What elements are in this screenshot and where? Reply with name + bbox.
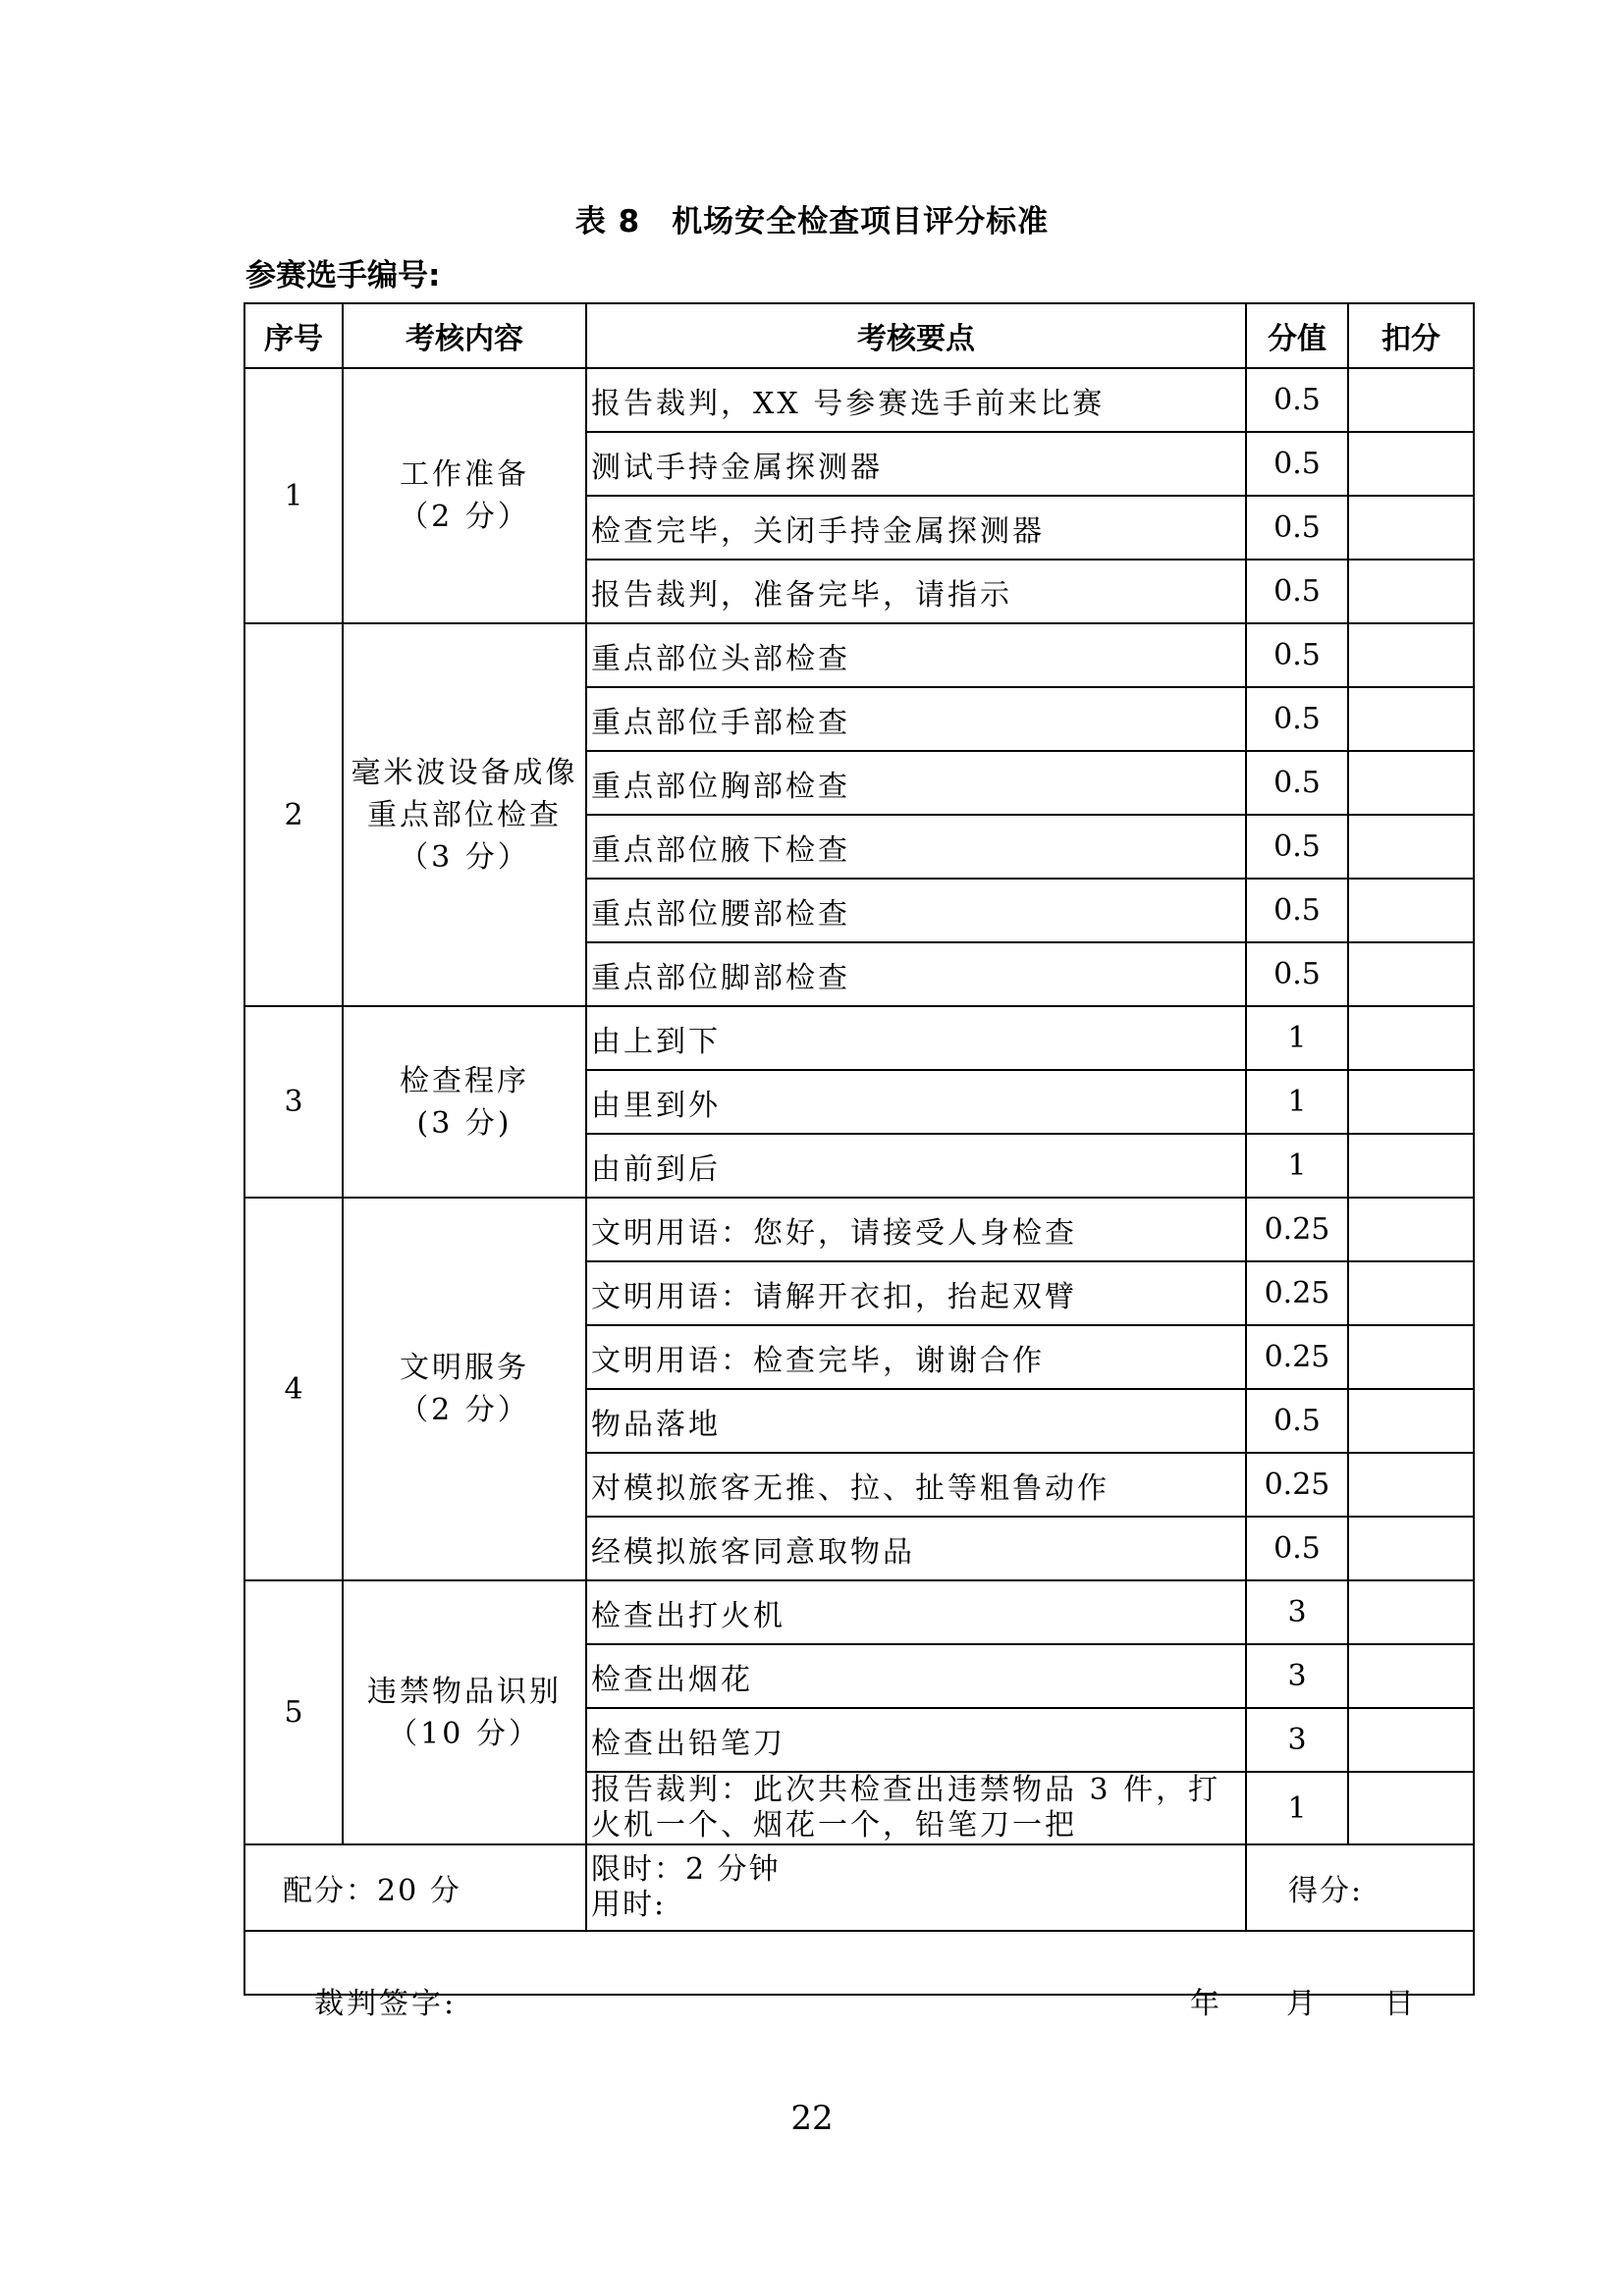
date-day: 日 <box>1384 1987 1414 2021</box>
item-text: 检查出烟花 <box>586 1644 1246 1708</box>
item-score: 3 <box>1246 1644 1348 1708</box>
deduction-cell[interactable] <box>1348 432 1474 496</box>
deduction-cell[interactable] <box>1348 1580 1474 1644</box>
table-number: 表 8 <box>574 204 641 240</box>
score-obtained[interactable]: 得分: <box>1246 1844 1474 1931</box>
item-score: 0.5 <box>1246 879 1348 942</box>
section-number: 4 <box>244 1198 343 1580</box>
table-row <box>244 1580 1474 1644</box>
deduction-cell[interactable] <box>1348 1198 1474 1261</box>
item-score: 0.5 <box>1246 623 1348 687</box>
item-score: 1 <box>1246 1134 1348 1198</box>
deduction-cell[interactable] <box>1348 1389 1474 1453</box>
section-content: 检查程序 (3 分) <box>343 1006 586 1198</box>
item-text: 重点部位脚部检查 <box>586 942 1246 1006</box>
item-score: 0.5 <box>1246 815 1348 879</box>
item-text: 由前到后 <box>586 1134 1246 1198</box>
item-score: 0.5 <box>1246 432 1348 496</box>
signature-row <box>244 1931 1474 1995</box>
item-score: 0.5 <box>1246 496 1348 560</box>
section-number: 2 <box>244 623 343 1006</box>
item-text: 测试手持金属探测器 <box>586 432 1246 496</box>
deduction-cell[interactable] <box>1348 496 1474 560</box>
contestant-number-label: 参赛选手编号: <box>245 258 441 294</box>
item-score: 1 <box>1246 1772 1348 1844</box>
table-title-text: 机场安全检查项目评分标准 <box>672 204 1050 240</box>
deduction-cell[interactable] <box>1348 1325 1474 1389</box>
summary-row <box>244 1844 1474 1931</box>
header-row <box>244 303 1474 368</box>
item-score: 0.25 <box>1246 1453 1348 1517</box>
deduction-cell[interactable] <box>1348 687 1474 751</box>
time-info <box>586 1844 1246 1931</box>
item-score: 0.5 <box>1246 560 1348 623</box>
deduction-cell[interactable] <box>1348 1006 1474 1070</box>
table-row <box>244 623 1474 687</box>
item-text: 检查出铅笔刀 <box>586 1708 1246 1772</box>
header-score: 分值 <box>1246 303 1348 368</box>
item-text: 重点部位手部检查 <box>586 687 1246 751</box>
deduction-cell[interactable] <box>1348 1134 1474 1198</box>
deduction-cell[interactable] <box>1348 1708 1474 1772</box>
deduction-cell[interactable] <box>1348 1070 1474 1134</box>
item-score: 3 <box>1246 1708 1348 1772</box>
item-score: 0.5 <box>1246 1389 1348 1453</box>
header-number: 序号 <box>244 303 343 368</box>
header-deduction: 扣分 <box>1348 303 1474 368</box>
item-text: 重点部位头部检查 <box>586 623 1246 687</box>
deduction-cell[interactable] <box>1348 1261 1474 1325</box>
item-text: 文明用语：请解开衣扣，抬起双臂 <box>586 1261 1246 1325</box>
item-text: 经模拟旅客同意取物品 <box>586 1517 1246 1580</box>
table-title <box>0 196 1624 240</box>
deduction-cell[interactable] <box>1348 623 1474 687</box>
time-limit: 限时：2 分钟 <box>591 1852 781 1887</box>
section-number: 1 <box>244 368 343 623</box>
section-content: 毫米波设备成像 重点部位检查 （3 分） <box>343 623 586 1006</box>
section-content: 工作准备 （2 分） <box>343 368 586 623</box>
item-score: 0.5 <box>1246 751 1348 815</box>
item-text: 报告裁判，XX 号参赛选手前来比赛 <box>586 368 1246 432</box>
section-content: 文明服务 （2 分） <box>343 1198 586 1580</box>
item-score: 3 <box>1246 1580 1348 1644</box>
date-month: 月 <box>1286 1987 1316 2021</box>
item-text: 重点部位腋下检查 <box>586 815 1246 879</box>
item-text: 对模拟旅客无推、拉、扯等粗鲁动作 <box>586 1453 1246 1517</box>
item-text: 重点部位胸部检查 <box>586 751 1246 815</box>
item-score: 0.5 <box>1246 368 1348 432</box>
table-row <box>244 1006 1474 1070</box>
total-points: 配分：20 分 <box>244 1844 586 1931</box>
section-content: 违禁物品识别 （10 分） <box>343 1580 586 1844</box>
item-score: 0.25 <box>1246 1261 1348 1325</box>
item-score: 0.5 <box>1246 1517 1348 1580</box>
scoring-table <box>244 302 1475 2021</box>
deduction-cell[interactable] <box>1348 1453 1474 1517</box>
item-text: 由里到外 <box>586 1070 1246 1134</box>
item-score: 1 <box>1246 1006 1348 1070</box>
signature-cell[interactable] <box>244 1931 1474 2021</box>
item-text: 由上到下 <box>586 1006 1246 1070</box>
time-used[interactable]: 用时: <box>591 1888 667 1922</box>
item-score: 1 <box>1246 1070 1348 1134</box>
header-content: 考核内容 <box>343 303 586 368</box>
item-score: 0.5 <box>1246 942 1348 1006</box>
header-points: 考核要点 <box>586 303 1246 368</box>
item-text: 检查出打火机 <box>586 1580 1246 1644</box>
item-score: 0.25 <box>1246 1325 1348 1389</box>
deduction-cell[interactable] <box>1348 1644 1474 1708</box>
deduction-cell[interactable] <box>1348 560 1474 623</box>
item-text: 文明用语：检查完毕，谢谢合作 <box>586 1325 1246 1389</box>
deduction-cell[interactable] <box>1348 751 1474 815</box>
table-row <box>244 368 1474 432</box>
deduction-cell[interactable] <box>1348 942 1474 1006</box>
deduction-cell[interactable] <box>1348 1517 1474 1580</box>
date-year: 年 <box>1190 1987 1219 2021</box>
deduction-cell[interactable] <box>1348 815 1474 879</box>
item-text: 文明用语：您好，请接受人身检查 <box>586 1198 1246 1261</box>
deduction-cell[interactable] <box>1348 368 1474 432</box>
table-row <box>244 1198 1474 1261</box>
item-text: 物品落地 <box>586 1389 1246 1453</box>
section-number: 5 <box>244 1580 343 1844</box>
item-text: 检查完毕，关闭手持金属探测器 <box>586 496 1246 560</box>
item-text: 报告裁判，准备完毕，请指示 <box>586 560 1246 623</box>
item-text: 重点部位腰部检查 <box>586 879 1246 942</box>
page-number: 22 <box>790 2099 834 2138</box>
item-text: 报告裁判：此次共检查出违禁物品 3 件，打火机一个、烟花一个，铅笔刀一把 <box>586 1772 1246 1844</box>
item-score: 0.5 <box>1246 687 1348 751</box>
referee-signature-label: 裁判签字: <box>314 1987 458 2021</box>
section-number: 3 <box>244 1006 343 1198</box>
item-score: 0.25 <box>1246 1198 1348 1261</box>
deduction-cell[interactable] <box>1348 879 1474 942</box>
deduction-cell[interactable] <box>1348 1772 1474 1844</box>
